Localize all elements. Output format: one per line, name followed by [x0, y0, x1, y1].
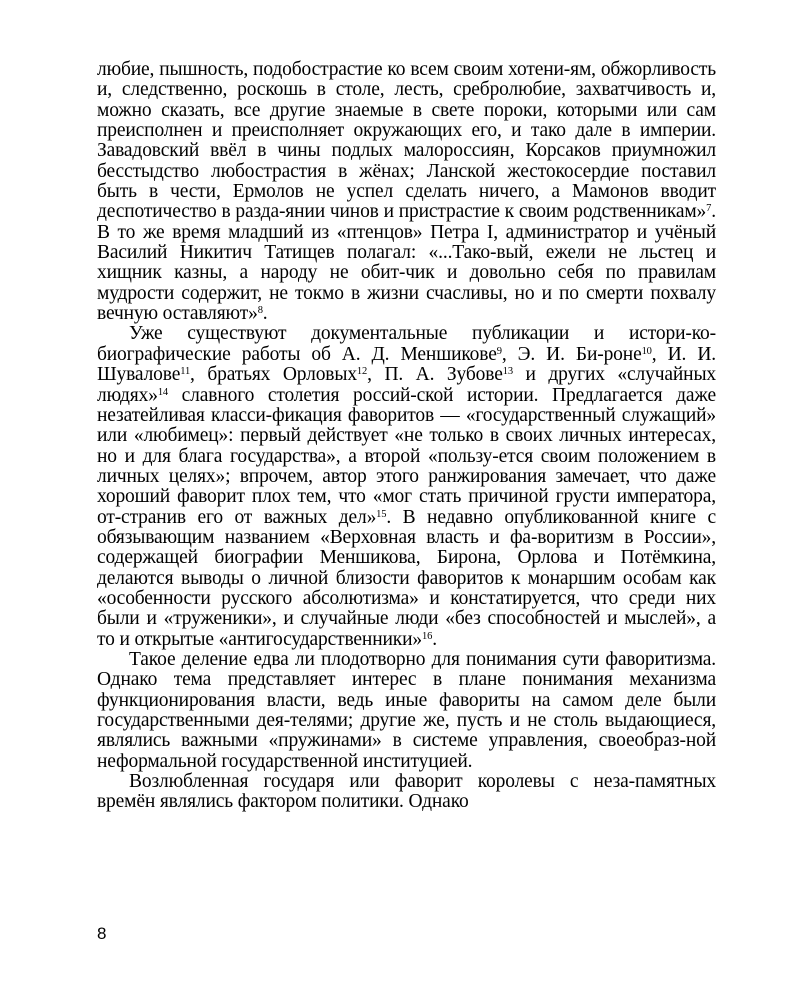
footnote-ref-7[interactable]: 7 [706, 203, 712, 215]
page-body-text [97, 60, 716, 813]
footnote-ref-8[interactable]: 8 [257, 305, 263, 317]
footnote-ref-15[interactable]: 15 [376, 508, 387, 520]
text-run: . [432, 628, 437, 650]
text-run: и других «случайных людях» [97, 364, 716, 406]
footnote-ref-9[interactable]: 9 [496, 345, 502, 357]
paragraph-1 [97, 60, 716, 324]
text-run: , Э. И. Би-роне [501, 343, 642, 365]
text-run: . [262, 303, 268, 325]
text-run: , И. И. Шувалове [97, 343, 716, 386]
text-run: любие, пышность, подобострастие ко всем своим хотени-ям, обжорливость и, следственно, роскошь в столе, лесть, сребролюбие, захватчивость и, можно сказать, все другие знаемые в свете пороки, которыми или сам преисполнен и преисполняет окружающих его, и тако дале в империи. Завадовский ввёл в чины подлых малороссиян, Корсаков приумножил бесстыдство любострастия в жёнах; Ланской жестокосердие поставил быть в чести, Ермолов не успел сделать ничего, а Мамонов вводит деспотичество в разда-янии чинов и пристрастие к своим родственникам» [97, 59, 716, 223]
page-number: 8 [97, 924, 107, 943]
paragraph-3 [97, 650, 716, 772]
footnote-ref-14[interactable]: 14 [157, 386, 169, 398]
text-run: Возлюбленная государя или фаворит королевы с неза-памятных времён являлись фактором политики. Однако [97, 771, 716, 813]
footnote-ref-11[interactable]: 11 [180, 366, 191, 378]
footnote-ref-13[interactable]: 13 [502, 366, 513, 378]
text-run: . В недавно опубликованной книге с обязывающим названием «Верховная власть и фа-воритизм в России», содержащей биографии Меншикова, Бирона, Орлова и Потёмкина, делаются выводы о личной близости фаворитов к монаршим особам как «особенности русского абсолютизма» и констатируется, что среди них были и «труженики», и случайные люди «без способностей и мыслей», а то и открытые «антигосударственники» [97, 506, 716, 650]
footnote-ref-10[interactable]: 10 [641, 345, 652, 357]
text-run: славного столетия россий-ской истории. Предлагается даже незатейливая класси-фикация фаворитов — «государственный служащий» или «любимец»: первый действует «не только в своих личных интересах, но и для блага государства», а второй «пользу-ется своим положением в личных целях»; впрочем, автор этого ранжирования замечает, что даже хороший фаворит плох тем, что «мог стать причиной грусти императора, от-странив его от важных дел» [97, 384, 716, 528]
text-run: Уже существуют документальные публикации и истори-ко-биографические работы об А. Д. Меншикове [97, 323, 716, 365]
footnote-ref-12[interactable]: 12 [356, 366, 368, 378]
text-run: . В то же время младший из «птенцов» Петра I, администратор и учёный Василий Никитич Татищев полагал: «...Тако-вый, ежели не льстец и хищник казны, а народу не обит-чик и довольно себя по правилам мудрости содержит, не токмо в жизни счасливы, но и по смерти похвалу вечную оставляют» [97, 201, 716, 325]
text-run: Такое деление едва ли плодотворно для понимания сути фаворитизма. Однако тема представляет интерес в плане понимания механизма функционирования власти, ведь иные фавориты на самом деле были государственными дея-телями; другие же, пусть и не столь выдающиеся, являлись важными «пружинами» в системе управления, своеобраз-ной неформальной государственной институцией. [97, 648, 716, 772]
text-run: , братьях Орловых [190, 364, 357, 386]
paragraph-2 [97, 324, 716, 650]
paragraph-4 [97, 772, 716, 813]
footnote-ref-16[interactable]: 16 [421, 630, 433, 642]
text-run: , П. А. Зубове [367, 364, 503, 386]
